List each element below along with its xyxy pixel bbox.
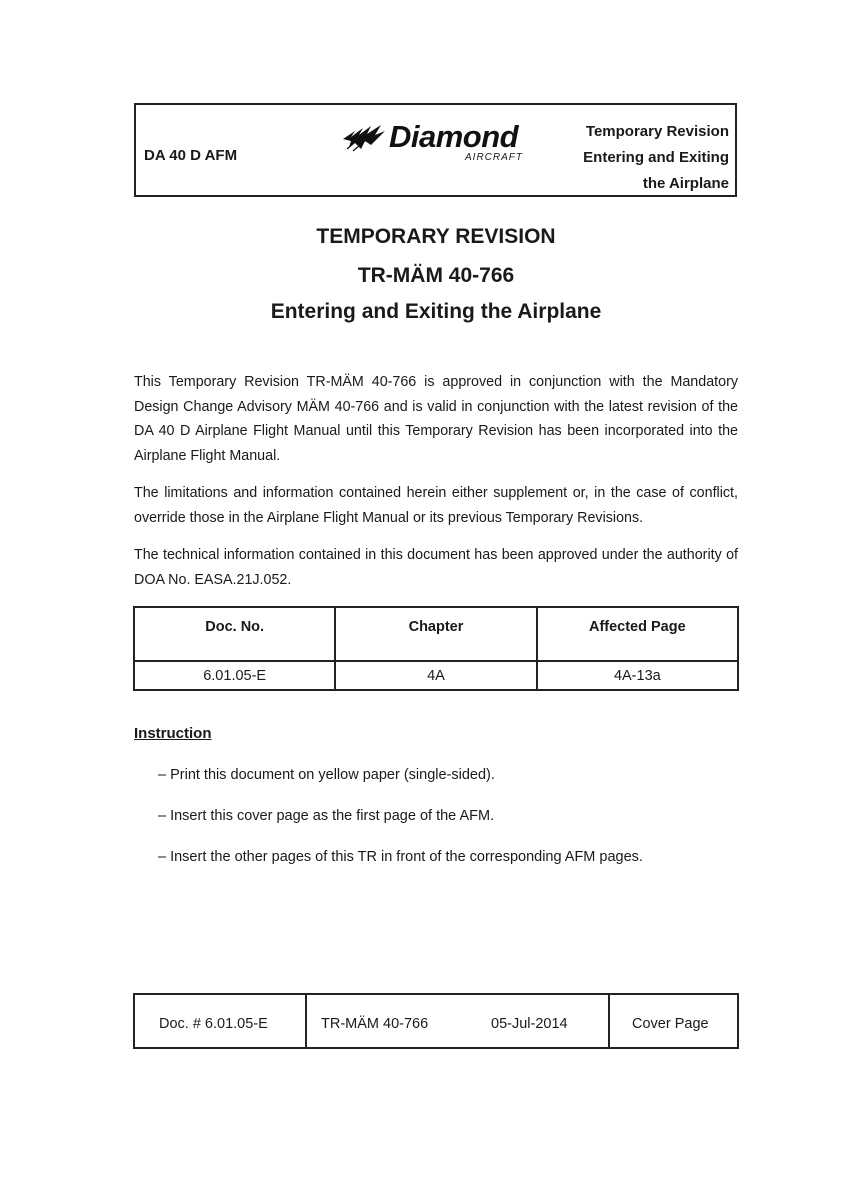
table-cell: 4A-13a <box>537 661 738 690</box>
footer-divider <box>305 995 307 1047</box>
affected-pages-table <box>133 606 739 691</box>
instruction-heading: Instruction <box>134 725 212 742</box>
table-header: Chapter <box>335 607 536 661</box>
technical-info-paragraph: The technical information contained in this document has been approved under the authority of DOA No. EASA.21J.052. <box>134 547 738 588</box>
document-header <box>134 103 737 197</box>
page-title: TEMPORARY REVISION <box>316 225 556 248</box>
footer-doc-number: Doc. # 6.01.05-E <box>159 1016 268 1032</box>
footer-date: 05-Jul-2014 <box>491 1016 568 1032</box>
logo-brand: Diamond <box>389 119 519 154</box>
header-document-title <box>583 119 729 197</box>
table-cell: 6.01.05-E <box>134 661 335 690</box>
table-row <box>134 661 738 690</box>
table-cell: 4A <box>335 661 536 690</box>
instruction-item: – Print this document on yellow paper (single-sided). <box>158 767 495 783</box>
limitations-paragraph: The limitations and information contained herein either supplement or, in the case of conflict, override those in the Airplane Flight Manual or its previous Temporary Revisions. <box>134 485 738 526</box>
aircraft-model: DA 40 D AFM <box>144 147 238 164</box>
diamond-aircraft-logo <box>341 119 531 165</box>
instruction-item: – Insert this cover page as the first page of the AFM. <box>158 808 495 824</box>
footer-divider <box>608 995 610 1047</box>
header-title-line: the Airplane <box>642 175 729 192</box>
revision-subject: Entering and Exiting the Airplane <box>270 300 602 323</box>
document-footer <box>133 993 739 1049</box>
header-title-line: Temporary Revision <box>585 123 729 140</box>
logo-subtitle: AIRCRAFT <box>465 152 523 163</box>
table-header: Affected Page <box>537 607 738 661</box>
instruction-item: – Insert the other pages of this TR in front of the corresponding AFM pages. <box>158 849 643 865</box>
header-title-line: Entering and Exiting <box>583 149 729 166</box>
table-header: Doc. No. <box>134 607 335 661</box>
revision-number: TR-MÄM 40-766 <box>357 264 515 287</box>
diamond-wing-icon <box>341 123 389 153</box>
footer-page-label: Cover Page <box>632 1016 709 1032</box>
approval-paragraph: This Temporary Revision TR-MÄM 40-766 is approved in conjunction with the Mandatory Design Change Advisory MÄM 40-766 and is valid in conjunction with the latest revision of the DA 40 D Airplane Flight Manual until this Temporary Revision has been incorporated into the Airplane Flight Manual. <box>134 374 738 464</box>
table-header-row <box>134 607 738 661</box>
footer-revision-id: TR-MÄM 40-766 <box>321 1016 429 1032</box>
